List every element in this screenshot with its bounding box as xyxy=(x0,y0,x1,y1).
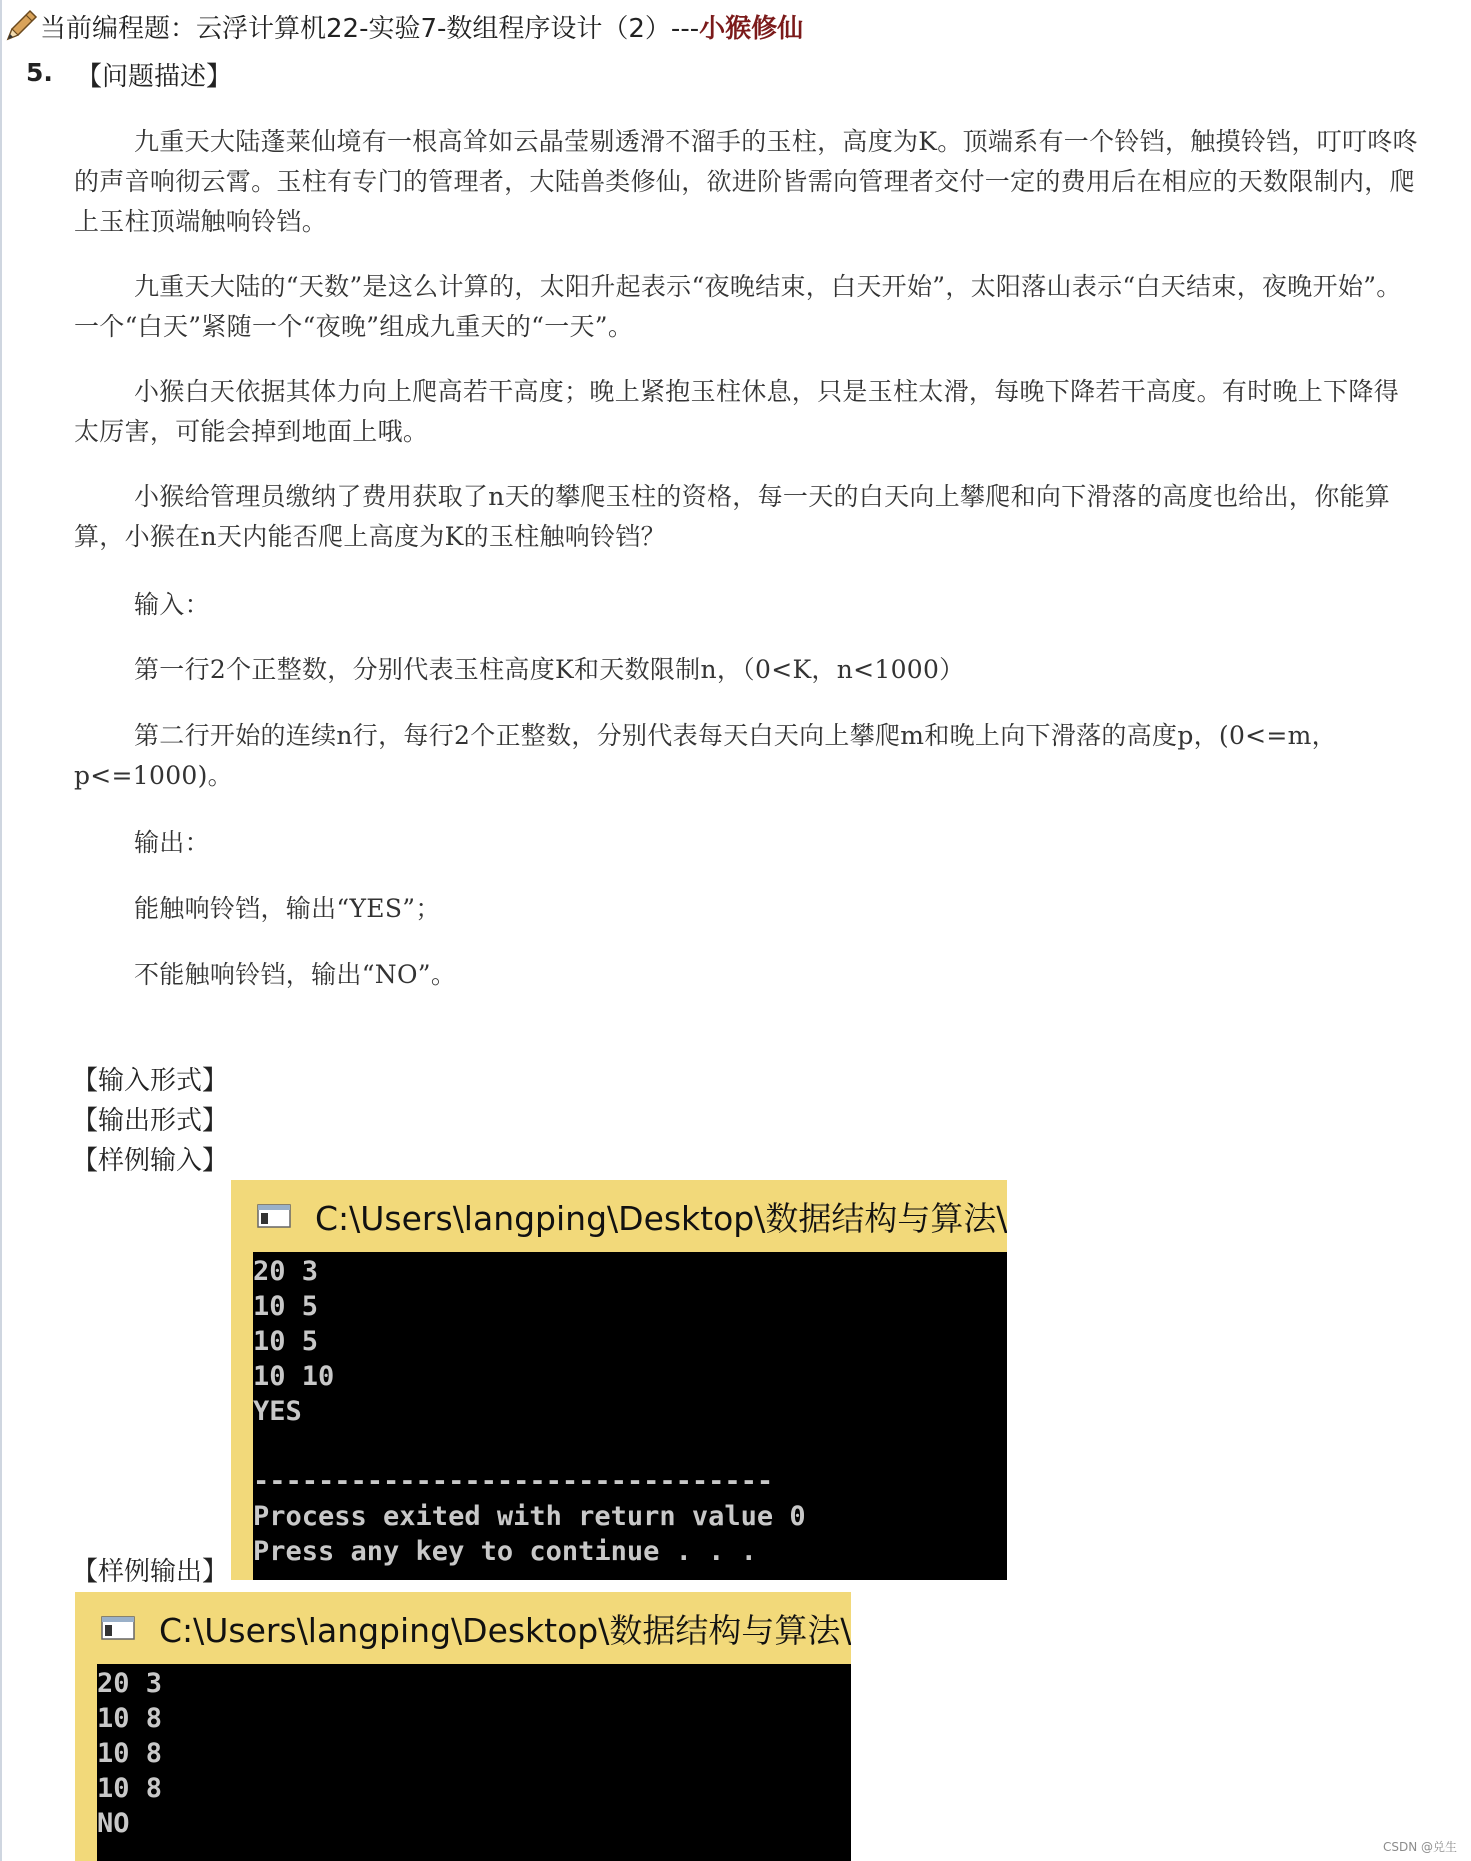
console-line: 20 3 xyxy=(97,1668,163,1699)
output-label: 输出： xyxy=(134,828,210,857)
sample-output-label: 【样例输出】 xyxy=(72,1557,229,1587)
console-border xyxy=(231,1252,253,1580)
console-title: C:\Users\langping\Desktop\数据结构与算法\ xyxy=(159,1610,851,1650)
watermark: CSDN @兑生 xyxy=(1382,1840,1457,1854)
sample-input-label: 【样例输入】 xyxy=(72,1146,229,1176)
console-line: Press any key to continue . . . xyxy=(253,1536,757,1567)
question-header: 【问题描述】 xyxy=(76,62,233,92)
console-line: 10 8 xyxy=(97,1738,163,1769)
console-output xyxy=(97,1664,851,1861)
console-window-icon xyxy=(257,1204,291,1228)
question-number: 5. xyxy=(26,58,53,87)
title-highlight: 小猴修仙 xyxy=(699,13,804,44)
console-line: 10 5 xyxy=(253,1326,319,1357)
console-line: 10 10 xyxy=(253,1361,335,1392)
console-line: 10 8 xyxy=(97,1703,163,1734)
paragraph-3: 小猴白天依据其体力向上爬高若干高度；晚上紧抱玉柱休息，只是玉柱太滑，每晚下降若干高度。有时晚上下降得太厉害，可能会掉到地面上哦。 xyxy=(74,377,1400,446)
console-line: 10 8 xyxy=(97,1773,163,1804)
console-line: Process exited with return value 0 xyxy=(253,1501,806,1532)
console-title: C:\Users\langping\Desktop\数据结构与算法\ xyxy=(315,1198,1007,1238)
left-border xyxy=(0,0,2,1861)
input-line-2: 第二行开始的连续n行，每行2个正整数，分别代表每天白天向上攀爬m和晚上向下滑落的高度p，(0<=m，p<=1000)。 xyxy=(74,721,1337,790)
output-line-yes: 能触响铃铛，输出“YES”； xyxy=(134,894,441,923)
pencil-icon xyxy=(4,9,38,43)
input-line-1: 第一行2个正整数，分别代表玉柱高度K和天数限制n，（0<K，n<1000） xyxy=(134,655,965,684)
paragraph-2: 九重天大陆的“天数”是这么计算的，太阳升起表示“夜晚结束，白天开始”，太阳落山表示“白天结束，夜晚开始”。一个“白天”紧随一个“夜晚”组成九重天的“一天”。 xyxy=(74,272,1402,341)
console-line: YES xyxy=(253,1396,302,1427)
console-line: NO xyxy=(97,1808,130,1839)
sample-output-console xyxy=(75,1592,851,1861)
sample-input-console xyxy=(231,1180,1007,1580)
console-line: 20 3 xyxy=(253,1256,319,1287)
input-format-label: 【输入形式】 xyxy=(72,1066,229,1096)
console-window-icon xyxy=(101,1616,135,1640)
output-format-label: 【输出形式】 xyxy=(72,1106,229,1136)
console-output xyxy=(253,1252,1007,1580)
title-prefix: 当前编程题：云浮计算机22-实验7-数组程序设计（2）--- xyxy=(40,13,700,44)
paragraph-4: 小猴给管理员缴纳了费用获取了n天的攀爬玉柱的资格，每一天的白天向上攀爬和向下滑落的高度也给出，你能算算，小猴在n天内能否爬上高度为K的玉柱触响铃铛？ xyxy=(74,482,1391,551)
console-line: 10 5 xyxy=(253,1291,319,1322)
console-line: -------------------------------- xyxy=(253,1466,774,1497)
console-titlebar xyxy=(231,1180,1007,1252)
input-label: 输入： xyxy=(134,590,210,619)
console-border xyxy=(75,1664,97,1861)
problem-title xyxy=(4,6,803,46)
paragraph-1: 九重天大陆蓬莱仙境有一根高耸如云晶莹剔透滑不溜手的玉柱，高度为K。顶端系有一个铃铛，触摸铃铛，叮叮咚咚的声音响彻云霄。玉柱有专门的管理者，大陆兽类修仙，欲进阶皆需向管理者交付一定的费用后在相应的天数限制内，爬上玉柱顶端触响铃铛。 xyxy=(74,127,1418,236)
console-titlebar xyxy=(75,1592,851,1664)
output-line-no: 不能触响铃铛，输出“NO”。 xyxy=(134,960,457,989)
console-line xyxy=(253,1429,1007,1464)
